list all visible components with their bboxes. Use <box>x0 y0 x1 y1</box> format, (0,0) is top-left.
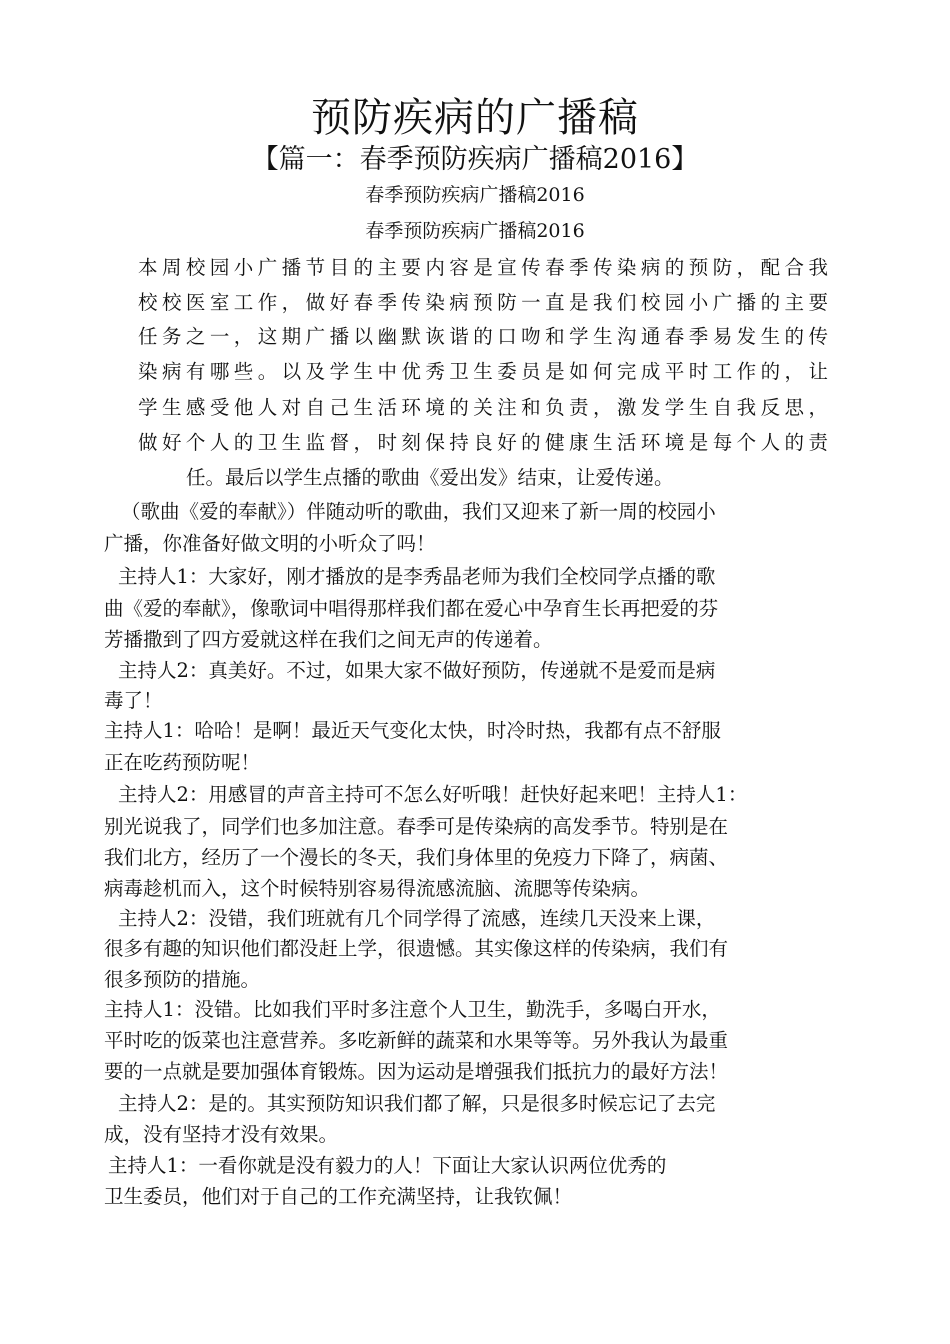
intro-paragraph-line: 校校医室工作，做好春季传染病预防一直是我们校园小广播的主要 <box>138 291 828 314</box>
body-line: 病毒趁机而入，这个时候特别容易得流感流脑、流腮等传染病。 <box>104 877 651 900</box>
body-line: 广播，你准备好做文明的小听众了吗！ <box>104 532 436 555</box>
body-line: 很多有趣的知识他们都没赶上学，很遗憾。其实像这样的传染病，我们有 <box>104 937 729 960</box>
body-line: 成，没有坚持才没有效果。 <box>104 1123 339 1146</box>
intro-paragraph-line: 任务之一，这期广播以幽默诙谐的口吻和学生沟通春季易发生的传 <box>138 325 828 348</box>
body-line: 我们北方，经历了一个漫长的冬天，我们身体里的免疫力下降了，病菌、 <box>104 846 729 869</box>
body-line: 卫生委员，他们对于自己的工作充满坚持，让我钦佩！ <box>104 1185 573 1208</box>
intro-paragraph-line: 学生感受他人对自己生活环境的关注和负责，激发学生自我反思， <box>138 396 828 419</box>
body-line: 主持人1：大家好，刚才播放的是李秀晶老师为我们全校同学点播的歌 <box>118 565 716 588</box>
intro-paragraph-line: 染病有哪些。以及学生中优秀卫生委员是如何完成平时工作的，让 <box>138 360 828 383</box>
body-line: 主持人2：是的。其实预防知识我们都了解，只是很多时候忘记了去完 <box>118 1092 716 1115</box>
body-line: 要的一点就是要加强体育锻炼。因为运动是增强我们抵抗力的最好方法！ <box>104 1060 729 1083</box>
body-line: 主持人1：没错。比如我们平时多注意个人卫生，勤洗手，多喝白开水， <box>104 998 721 1021</box>
body-line: 主持人2：真美好。不过，如果大家不做好预防，传递就不是爱而是病 <box>118 659 716 682</box>
body-line: 主持人1：一看你就是没有毅力的人！下面让大家认识两位优秀的 <box>108 1154 667 1177</box>
document-title: 预防疾病的广播稿 <box>311 95 639 141</box>
body-line: 很多预防的措施。 <box>104 968 261 991</box>
intro-paragraph-line: 做好个人的卫生监督，时刻保持良好的健康生活环境是每个人的责 <box>138 431 828 454</box>
body-line: 主持人2：没错，我们班就有几个同学得了流感，连续几天没来上课， <box>118 907 716 930</box>
sub-heading-line: 春季预防疾病广播稿2016 <box>365 184 585 206</box>
sub-heading-line: 春季预防疾病广播稿2016 <box>365 220 585 242</box>
body-line: 芳播撒到了四方爱就这样在我们之间无声的传递着。 <box>104 628 553 651</box>
body-line: 正在吃药预防呢！ <box>104 751 261 774</box>
intro-paragraph-line: 本周校园小广播节目的主要内容是宣传春季传染病的预防，配合我 <box>138 256 828 279</box>
body-line: 毒了！ <box>104 689 163 712</box>
intro-paragraph-line: 任。最后以学生点播的歌曲《爱出发》结束，让爱传递。 <box>186 466 674 489</box>
body-line: 平时吃的饭菜也注意营养。多吃新鲜的蔬菜和水果等等。另外我认为最重 <box>104 1029 729 1052</box>
body-line: （歌曲《爱的奉献》）伴随动听的歌曲，我们又迎来了新一周的校园小 <box>121 500 716 523</box>
body-line: 别光说我了，同学们也多加注意。春季可是传染病的高发季节。特别是在 <box>104 815 729 838</box>
body-line: 主持人1：哈哈！是啊！最近天气变化太快，时冷时热，我都有点不舒服 <box>104 719 721 742</box>
body-line: 曲《爱的奉献》，像歌词中唱得那样我们都在爱心中孕育生长再把爱的芬 <box>104 597 719 620</box>
section-heading: 【篇一：春季预防疾病广播稿2016】 <box>251 144 699 175</box>
body-line: 主持人2：用感冒的声音主持可不怎么好听哦！赶快好起来吧！主持人1： <box>118 783 748 806</box>
